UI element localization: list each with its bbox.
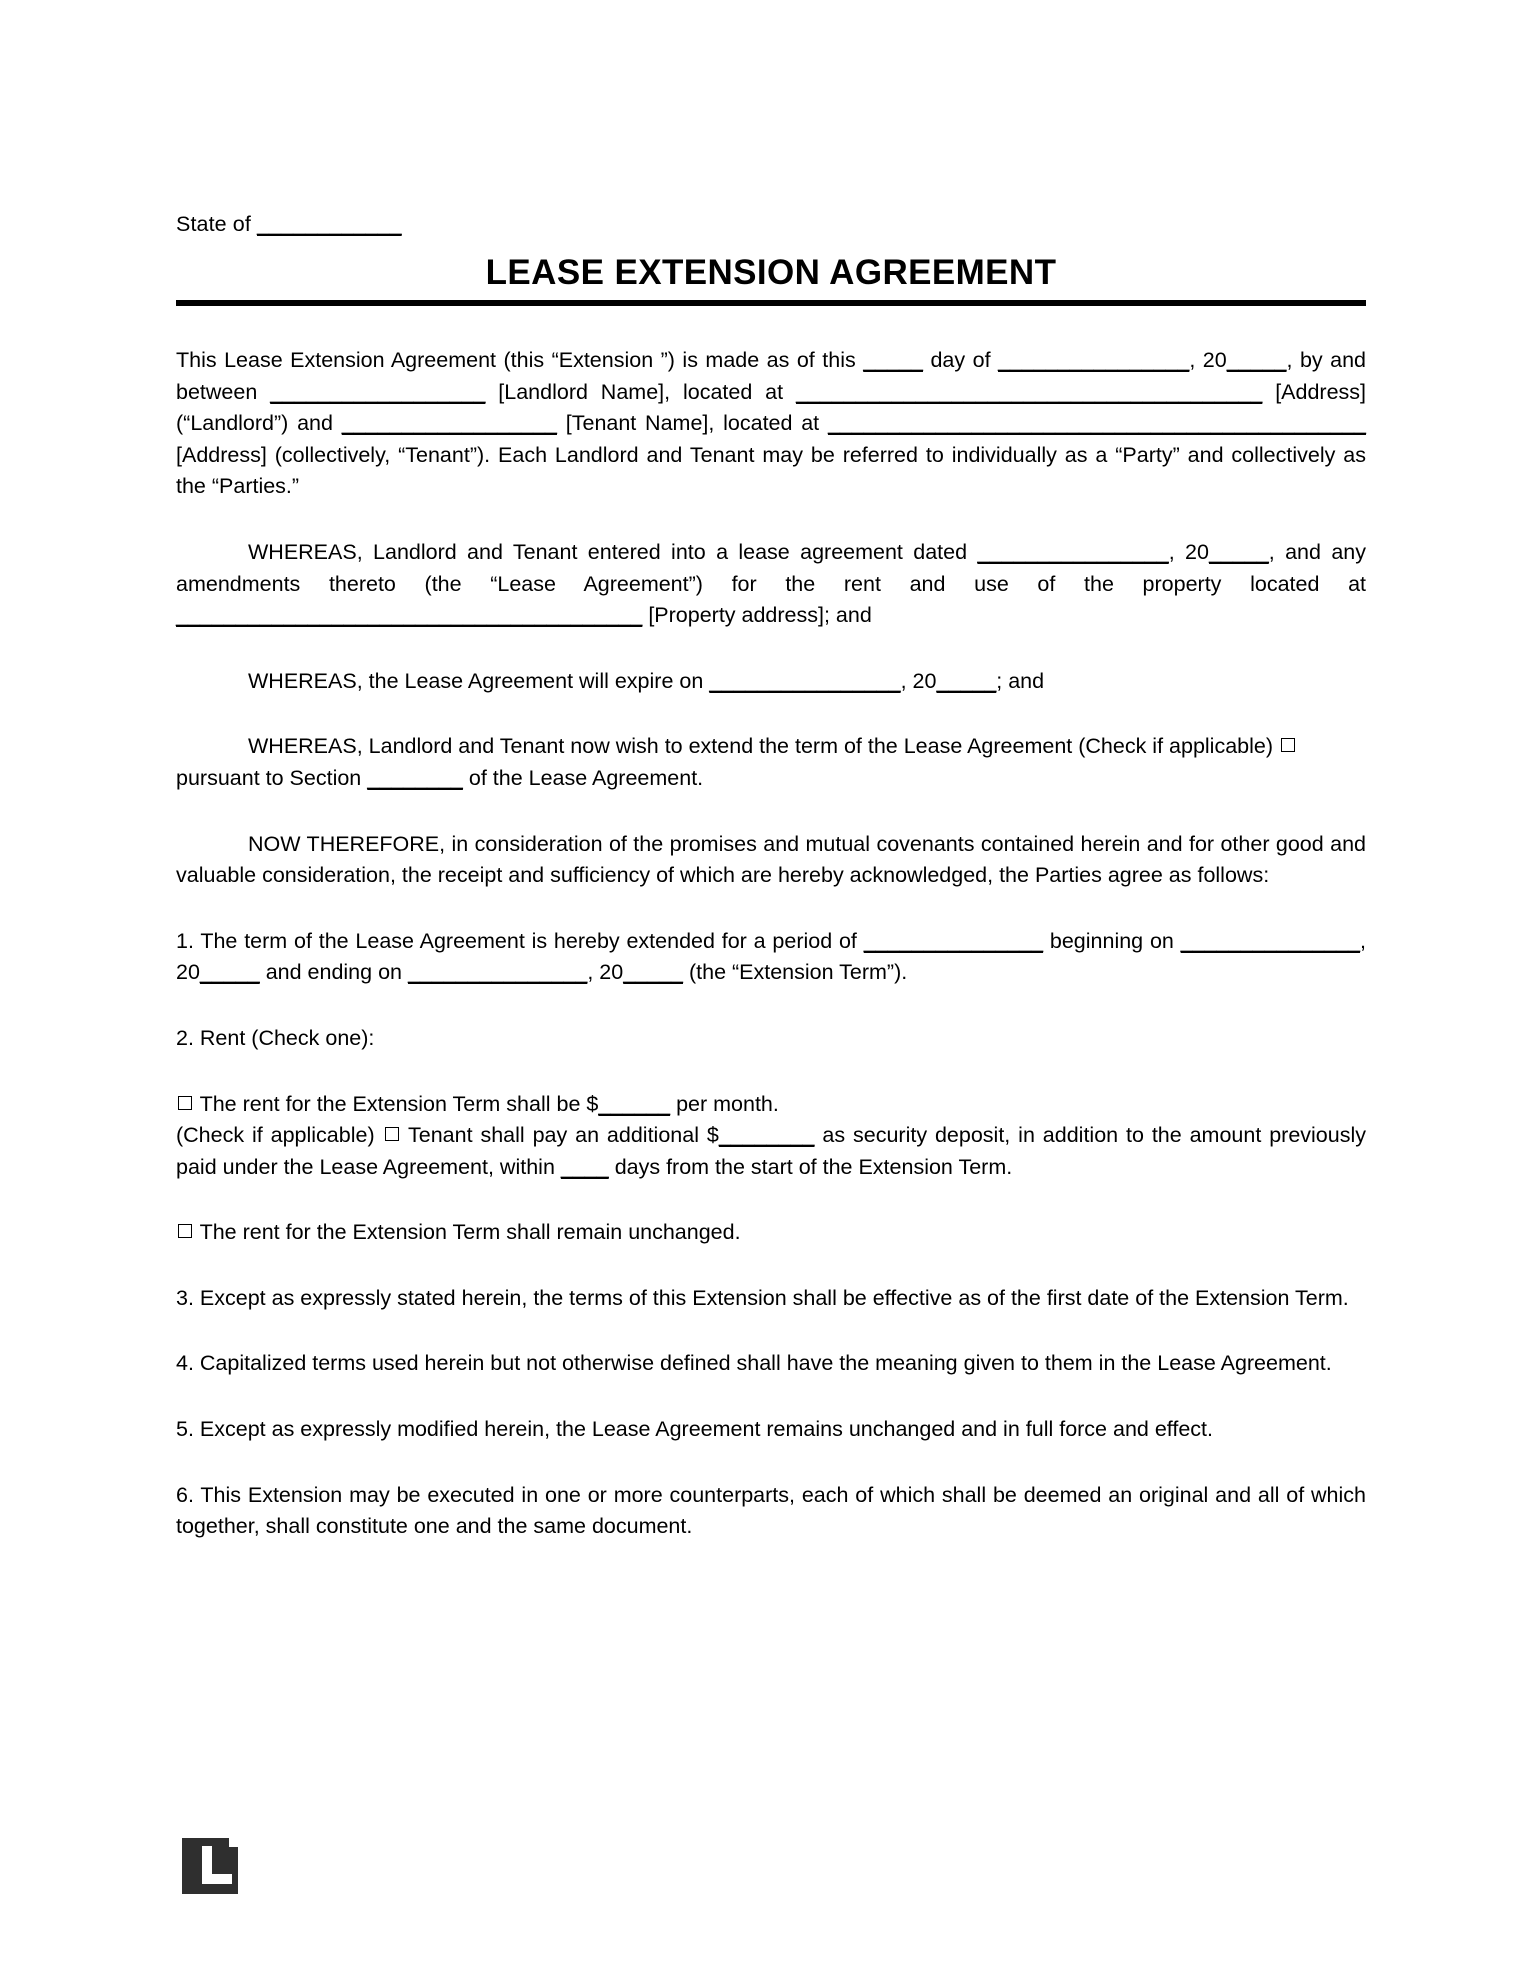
spacer <box>176 1055 1366 1089</box>
intro-paragraph <box>176 345 1366 503</box>
logo-foot <box>202 1874 232 1884</box>
rent-option-2 <box>176 1217 1366 1249</box>
clause1-text-a: 1. The term of the Lease Agreement is hereby extended for a period of <box>176 928 864 953</box>
deposit-text-d: days from the start of the Extension Term. <box>608 1154 1013 1179</box>
whereas1-text-a: WHEREAS, Landlord and Tenant entered into a lease agreement dated <box>248 539 978 564</box>
state-of-label: State of <box>176 212 257 236</box>
page-title: LEASE EXTENSION AGREEMENT <box>485 253 1057 292</box>
spacer <box>176 1314 1366 1348</box>
property-address-blank[interactable]: _______________________________________ <box>176 603 643 628</box>
tenant-name-blank[interactable]: __________________ <box>341 411 557 436</box>
lease-year-blank[interactable]: _____ <box>1208 539 1269 564</box>
clause-6: 6. This Extension may be executed in one or more counterparts, each of which shall be deemed an original and all of which together, shall constitute one and the same document. <box>176 1482 1366 1539</box>
whereas-paragraph-2 <box>176 666 1366 698</box>
clause-1 <box>176 926 1366 989</box>
clause1-text-c: , 20 <box>176 928 1367 985</box>
intro-text-1: This Lease Extension Agreement (this “Extension ”) is made as of this <box>176 348 864 372</box>
whereas2-text-c: ; and <box>996 668 1045 693</box>
legal-templates-logo-icon <box>182 1838 238 1894</box>
expiry-date-blank[interactable]: ________________ <box>709 668 901 693</box>
whereas1-text-c: , and any amendments thereto (the “Lease Agreement”) for the rent and use of the property located at <box>176 539 1366 596</box>
whereas3-text-c: of the Lease Agreement. <box>462 765 704 790</box>
intro-text-4: , by and between <box>176 348 1367 404</box>
whereas3-text-b: pursuant to Section <box>176 765 368 790</box>
checkbox-pursuant-to-section[interactable] <box>1281 738 1295 752</box>
spacer <box>176 503 1366 537</box>
spacer <box>176 795 1366 829</box>
intro-text-5: [Landlord Name], located at <box>485 379 796 404</box>
whereas3-text-a: WHEREAS, Landlord and Tenant now wish to extend the term of the Lease Agreement (Check if applicable) <box>248 734 1279 759</box>
end-date-blank[interactable]: _______________ <box>407 960 588 985</box>
deposit-text-a: (Check if applicable) <box>176 1123 383 1148</box>
state-of-blank[interactable]: ____________ <box>256 212 402 236</box>
rent-option-2-text: The rent for the Extension Term shall remain unchanged. <box>194 1220 741 1245</box>
clause1-text-e: , 20 <box>587 960 624 985</box>
landlord-address-blank[interactable]: _______________________________________ <box>795 379 1263 404</box>
tenant-address-blank[interactable]: _____________________________________________ <box>827 411 1367 436</box>
spacer <box>176 1183 1366 1217</box>
now-therefore-text: NOW THEREFORE, in consideration of the promises and mutual covenants contained herein and for other good and valuable consideration, the receipt and sufficiency of which are hereby acknowledged, the Parties agree as follows: <box>176 831 1366 888</box>
intro-text-8: [Address] (collectively, “Tenant”). Each Landlord and Tenant may be referred to individually as a “Party” and collectively as the “Parties.” <box>176 442 1366 499</box>
spacer <box>176 632 1366 666</box>
spacer <box>176 697 1366 731</box>
title-divider <box>176 300 1366 306</box>
extension-period-blank[interactable]: _______________ <box>863 928 1044 953</box>
expiry-year-blank[interactable]: _____ <box>936 668 997 693</box>
intro-text-7: [Tenant Name], located at <box>556 411 828 436</box>
spacer <box>176 989 1366 1023</box>
whereas2-text-b: , 20 <box>900 668 937 693</box>
clause-4: 4. Capitalized terms used herein but not otherwise defined shall have the meaning given to them in the Lease Agreement. <box>176 1351 1332 1376</box>
end-year-blank[interactable]: _____ <box>623 960 683 985</box>
deposit-amount-blank[interactable]: ________ <box>718 1123 815 1148</box>
section-number-blank[interactable]: ________ <box>367 765 463 790</box>
state-of-line <box>176 212 402 237</box>
rent-amount-blank[interactable]: ______ <box>598 1091 671 1116</box>
spacer <box>176 1380 1366 1414</box>
whereas-paragraph-3 <box>176 731 1366 794</box>
intro-text-6: [Address] (“Landlord”) and <box>176 379 1367 436</box>
spacer <box>176 1446 1366 1480</box>
rent-option-1-text-a: The rent for the Extension Term shall be $ <box>194 1091 599 1116</box>
intro-year-blank[interactable]: _____ <box>1226 348 1287 372</box>
spacer <box>176 892 1366 926</box>
rent-option-1-text-b: per month. <box>670 1091 779 1116</box>
deposit-days-blank[interactable]: ____ <box>560 1154 609 1179</box>
checkbox-security-deposit[interactable] <box>385 1127 399 1141</box>
security-deposit-note <box>176 1120 1366 1183</box>
checkbox-rent-amount[interactable] <box>178 1096 192 1110</box>
whereas1-text-b: , 20 <box>1168 539 1209 564</box>
rent-option-1 <box>176 1089 1366 1121</box>
intro-text-3: , 20 <box>1189 348 1227 372</box>
clause-5: 5. Except as expressly modified herein, the Lease Agreement remains unchanged and in full force and effect. <box>176 1417 1214 1442</box>
clause1-text-b: beginning on <box>1043 928 1181 953</box>
checkbox-rent-unchanged[interactable] <box>178 1224 192 1238</box>
begin-date-blank[interactable]: _______________ <box>1180 928 1361 953</box>
clause1-text-f: (the “Extension Term”). <box>683 960 908 985</box>
document-body <box>176 345 1366 1543</box>
now-therefore-paragraph <box>176 829 1366 892</box>
logo-notch <box>229 1838 238 1847</box>
clause-3: 3. Except as expressly stated herein, the terms of this Extension shall be effective as of the first date of the Extension Term. <box>176 1285 1349 1310</box>
landlord-name-blank[interactable]: __________________ <box>270 379 486 404</box>
deposit-text-b: Tenant shall pay an additional $ <box>400 1123 719 1148</box>
clause1-text-d: and ending on <box>259 960 408 985</box>
begin-year-blank[interactable]: _____ <box>199 960 260 985</box>
intro-month-blank[interactable]: ________________ <box>998 348 1190 372</box>
intro-text-2: day of <box>923 348 999 372</box>
spacer <box>176 1249 1366 1283</box>
whereas1-text-d: [Property address]; and <box>642 603 872 628</box>
whereas-paragraph-1 <box>176 537 1366 632</box>
clause-2-heading: 2. Rent (Check one): <box>176 1025 375 1050</box>
whereas2-text-a: WHEREAS, the Lease Agreement will expire on <box>248 668 710 693</box>
lease-date-blank[interactable]: ________________ <box>977 539 1169 564</box>
deposit-text-c: as security deposit, in addition to the amount previously paid under the Lease Agreement, within <box>176 1123 1366 1179</box>
intro-day-blank[interactable]: _____ <box>863 348 923 372</box>
